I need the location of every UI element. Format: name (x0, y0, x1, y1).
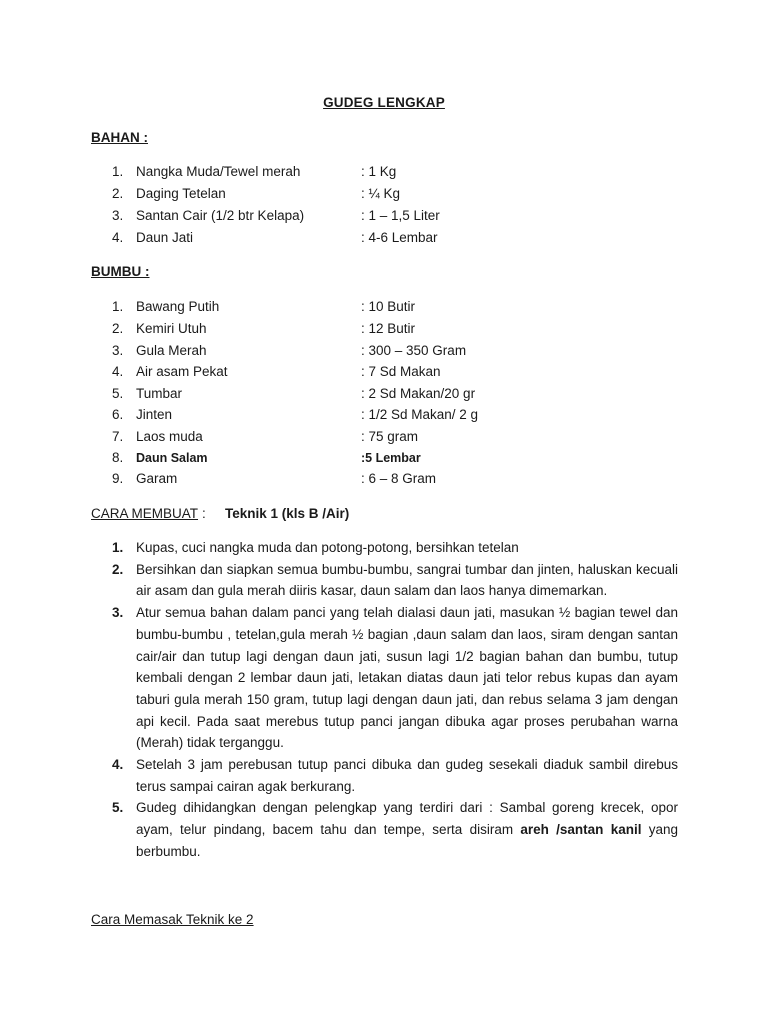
step-item (112, 754, 678, 797)
cara-membuat-heading (91, 506, 350, 521)
item-number: 7. (112, 429, 124, 444)
item-quantity: : 6 – 8 Gram (361, 471, 437, 486)
item-number: 2. (112, 321, 124, 336)
item-number: 1. (112, 164, 124, 179)
teknik-label: Teknik 1 (kls B /Air) (225, 506, 350, 521)
item-name: Jinten (136, 407, 173, 422)
step-text (136, 800, 678, 858)
item-name: Bawang Putih (136, 299, 220, 314)
item-name: Garam (136, 471, 178, 486)
item-number: 2. (112, 186, 124, 201)
step-text: Atur semua bahan dalam panci yang telah dialasi daun jati, masukan ½ bagian tewel dan bumbu-bumbu , tetelan,gula merah ½ bagian ,daun salam dan laos, siram dengan santan cair/air dan tutup lagi dengan daun jati, susun lagi 1/2 bagian bahan dan bumbu, tutup kembali dengan 2 lembar daun jati, letakan diatas daun jati telor rebus kupas dan ayam taburi gula merah 150 gram, tutup lagi dengan daun jati, dan rebus selama 3 jam dengan api kecil. Pada saat merebus tutup panci jangan dibuka agar proses perubahan warna (Merah) tidak terganggu. (136, 605, 678, 751)
item-name: Tumbar (136, 386, 183, 401)
item-name: Daging Tetelan (136, 186, 226, 201)
item-number: 6. (112, 407, 124, 422)
step-item (112, 797, 678, 862)
item-name: Daun Jati (136, 230, 194, 245)
item-name: Daun Salam (136, 451, 208, 465)
item-quantity: : ¼ Kg (361, 186, 401, 201)
steps-list (112, 537, 678, 863)
item-quantity: : 7 Sd Makan (361, 364, 441, 379)
item-name: Laos muda (136, 429, 203, 444)
step-number: 1. (112, 540, 124, 555)
bahan-heading: BAHAN : (91, 130, 148, 145)
cara-membuat-colon: : (202, 506, 206, 521)
step-item (112, 537, 678, 559)
item-name: Kemiri Utuh (136, 321, 207, 336)
step-item (112, 602, 678, 754)
item-quantity: : 10 Butir (361, 299, 416, 314)
step-number: 3. (112, 605, 124, 621)
item-quantity: : 300 – 350 Gram (361, 343, 467, 358)
item-number: 3. (112, 208, 124, 223)
cara-membuat-label: CARA MEMBUAT (91, 506, 199, 521)
item-number: 5. (112, 386, 124, 401)
step-text: Kupas, cuci nangka muda dan potong-potong, bersihkan tetelan (136, 540, 519, 555)
item-number: 8. (112, 450, 124, 465)
item-name: Santan Cair (1/2 btr Kelapa) (136, 208, 305, 223)
item-quantity: : 12 Butir (361, 321, 416, 336)
item-name: Air asam Pekat (136, 364, 228, 379)
teknik-2-heading: Cara Memasak Teknik ke 2 (91, 912, 254, 927)
step-text-bold: areh /santan kanil (520, 822, 642, 838)
item-quantity: :5 Lembar (361, 451, 421, 465)
item-quantity: : 4-6 Lembar (361, 230, 438, 245)
step-number: 2. (112, 561, 124, 577)
step-item (112, 559, 678, 602)
item-quantity: : 1 Kg (361, 164, 397, 179)
step-text: Setelah 3 jam perebusan tutup panci dibuka dan gudeg sesekali diaduk sambil direbus terus sampai cairan agak berkurang. (136, 757, 678, 794)
step-number: 4. (112, 757, 124, 773)
item-quantity: : 2 Sd Makan/20 gr (361, 386, 476, 401)
step-text-part: yang berbumbu. (136, 822, 679, 859)
item-name: Gula Merah (136, 343, 207, 358)
item-number: 4. (112, 230, 124, 245)
item-number: 4. (112, 364, 124, 379)
item-quantity: : 75 gram (361, 429, 419, 444)
item-quantity: : 1 – 1,5 Liter (361, 208, 440, 223)
step-text-part: Gudeg dihidangkan dengan pelengkap yang terdiri dari : Sambal goreng krecek, opor ayam, telur pindang, bacem tahu dan tempe, serta disiram (136, 800, 678, 838)
item-quantity: : 1/2 Sd Makan/ 2 g (361, 407, 479, 422)
step-number: 5. (112, 800, 124, 816)
document-title: GUDEG LENGKAP (323, 95, 445, 110)
item-number: 1. (112, 299, 124, 314)
bumbu-heading: BUMBU : (91, 264, 150, 279)
item-number: 9. (112, 471, 124, 486)
item-name: Nangka Muda/Tewel merah (136, 164, 301, 179)
step-text: Bersihkan dan siapkan semua bumbu-bumbu, sangrai tumbar dan jinten, haluskan kecuali air asam dan gula merah diiris kasar, daun salam dan laos hanya dimemarkan. (136, 561, 678, 599)
item-number: 3. (112, 343, 124, 358)
